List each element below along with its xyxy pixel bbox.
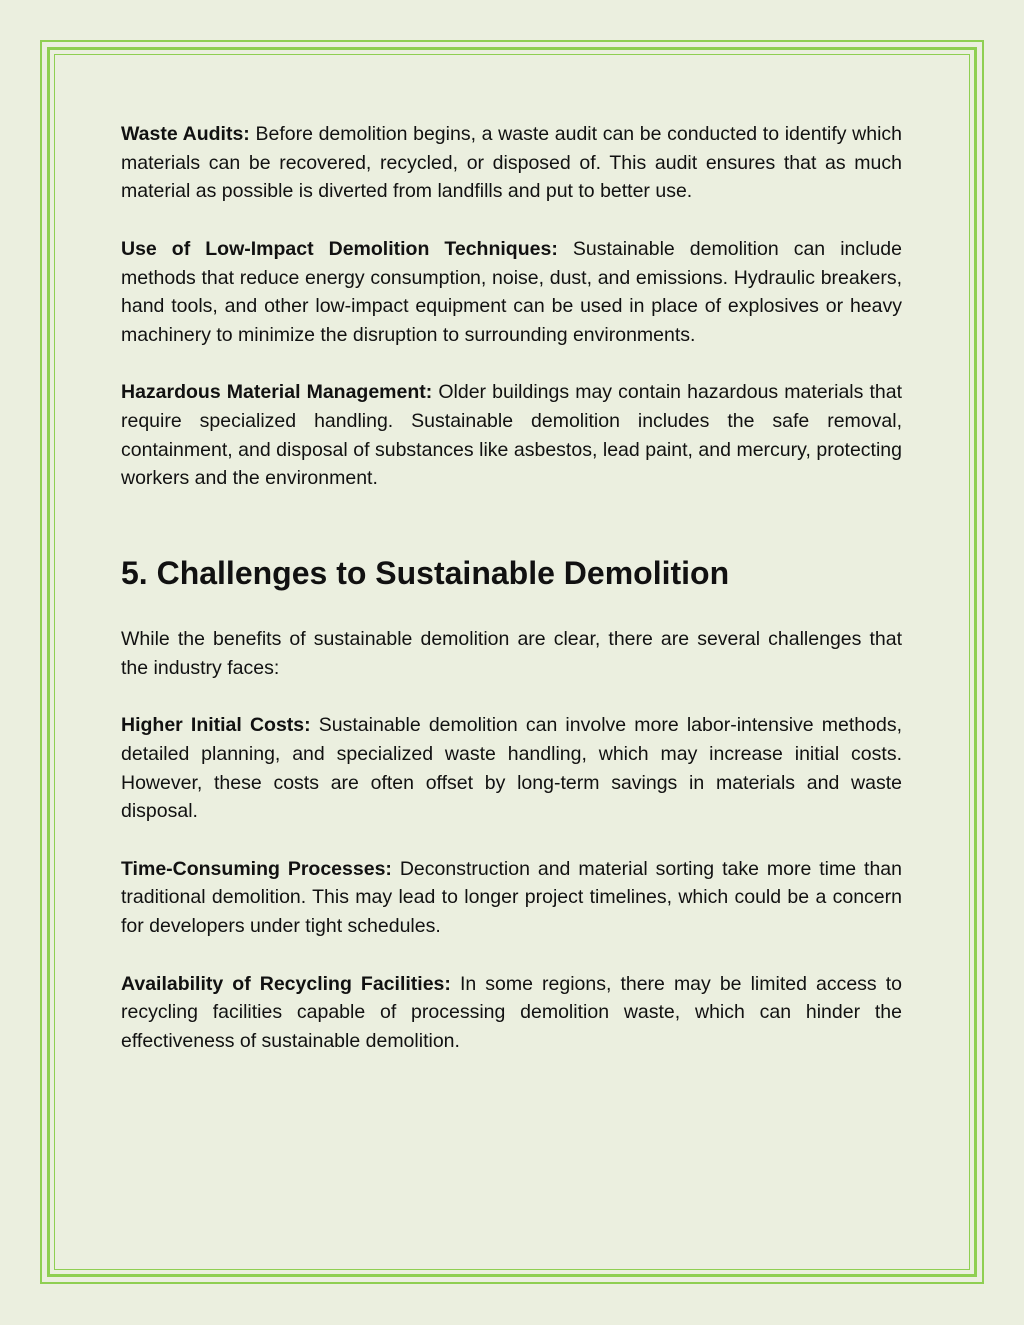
paragraph-low-impact-techniques bbox=[121, 235, 902, 350]
paragraph-time-consuming bbox=[121, 855, 902, 941]
paragraph-lead: Waste Audits: bbox=[121, 123, 250, 145]
paragraph-lead: Higher Initial Costs: bbox=[121, 714, 311, 737]
paragraph-text: Before demolition begins, a waste audit can be conducted to identify which materials can be recovered, recycled, or disposed of. This audit ensures that as much material as possible is diverted from landfills and put to better use. bbox=[121, 123, 903, 203]
paragraph-waste-audits bbox=[121, 120, 902, 206]
section-intro: While the benefits of sustainable demolition are clear, there are several challenges that the industry faces: bbox=[121, 628, 902, 679]
paragraph-lead: Availability of Recycling Facilities: bbox=[121, 972, 451, 995]
paragraph-text: Sustainable demolition can involve more labor-intensive methods, detailed planning, and specialized waste handling, which may increase initial costs. However, these costs are often offset by long-term savings in materials and waste disposal. bbox=[121, 714, 903, 823]
paragraph-text: Sustainable demolition can include methods that reduce energy consumption, noise, dust, and emissions. Hydraulic breakers, hand tools, and other low-impact equipment can be used in place of explosives or heavy machinery to minimize the disruption to surrounding environments. bbox=[121, 237, 902, 346]
paragraph-hazardous-material bbox=[121, 378, 902, 493]
document-body bbox=[121, 120, 902, 1056]
paragraph-recycling-facilities bbox=[121, 970, 902, 1056]
paragraph-text: Older buildings may contain hazardous materials that require specialized handling. Sustainable demolition includes the safe removal, containment, and disposal of substances like asbestos, lead paint, and mercury, protecting workers and the environment. bbox=[121, 381, 902, 490]
paragraph-lead: Use of Low-Impact Demolition Techniques: bbox=[121, 237, 558, 260]
section-title: 5. Challenges to Sustainable Demolition bbox=[121, 555, 730, 592]
paragraph-text: In some regions, there may be limited access to recycling facilities capable of processing demolition waste, which can hinder the effectiveness of sustainable demolition. bbox=[121, 972, 902, 1052]
paragraph-text: Deconstruction and material sorting take more time than traditional demolition. This may lead to longer project timelines, which could be a concern for developers under tight schedules. bbox=[121, 857, 902, 938]
paragraph-higher-initial-costs bbox=[121, 711, 902, 826]
paragraph-lead: Hazardous Material Management: bbox=[121, 381, 433, 404]
paragraph-lead: Time-Consuming Processes: bbox=[121, 857, 392, 880]
